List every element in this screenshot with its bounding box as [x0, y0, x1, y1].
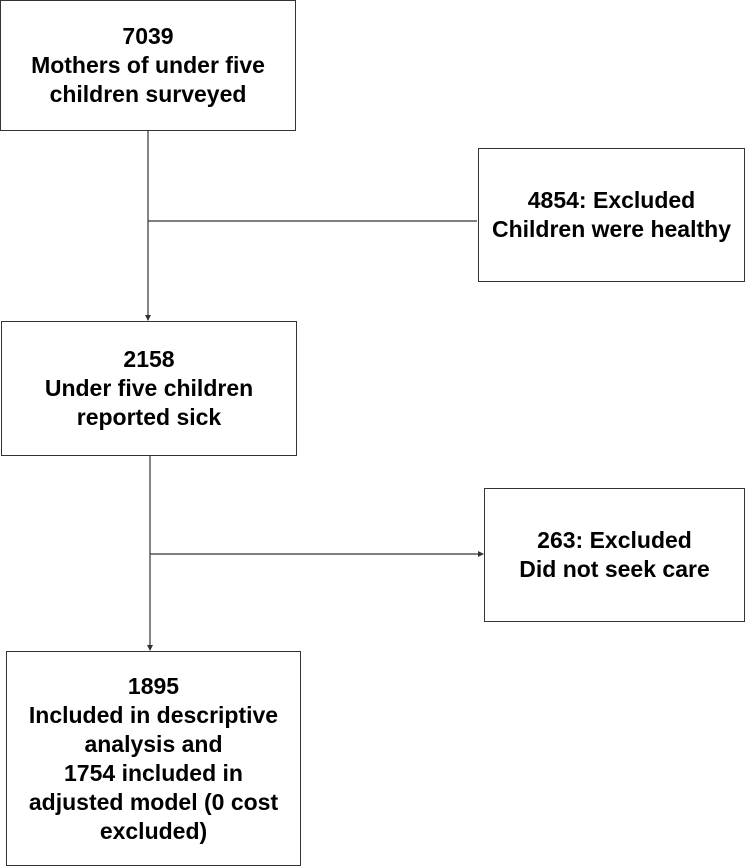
- sick-count: 2158: [123, 346, 175, 372]
- included-count: 1895: [127, 672, 180, 699]
- sick-line2: reported sick: [76, 404, 222, 430]
- no-care-line2: Did not seek care: [519, 556, 710, 582]
- sick-box: [1, 321, 297, 456]
- included-box: [6, 651, 301, 866]
- healthy-line2: Children were healthy: [491, 216, 731, 242]
- included-line3: 1754 included in: [64, 759, 243, 786]
- included-line4: adjusted model (0 cost: [28, 788, 279, 815]
- surveyed-count: 7039: [122, 23, 174, 49]
- healthy-line1: 4854: Excluded: [527, 187, 696, 213]
- included-line1: Included in descriptive: [28, 701, 279, 728]
- surveyed-line1: Mothers of under five: [31, 52, 265, 78]
- surveyed-line2: children surveyed: [49, 81, 247, 107]
- sick-line1: Under five children: [44, 375, 254, 401]
- no-care-line1: 263: Excluded: [537, 527, 692, 553]
- healthy-excluded-box: [478, 148, 745, 282]
- included-line2: analysis and: [84, 730, 223, 757]
- no-care-excluded-box: [484, 488, 745, 622]
- included-line5: excluded): [99, 817, 208, 844]
- surveyed-box: [0, 0, 296, 131]
